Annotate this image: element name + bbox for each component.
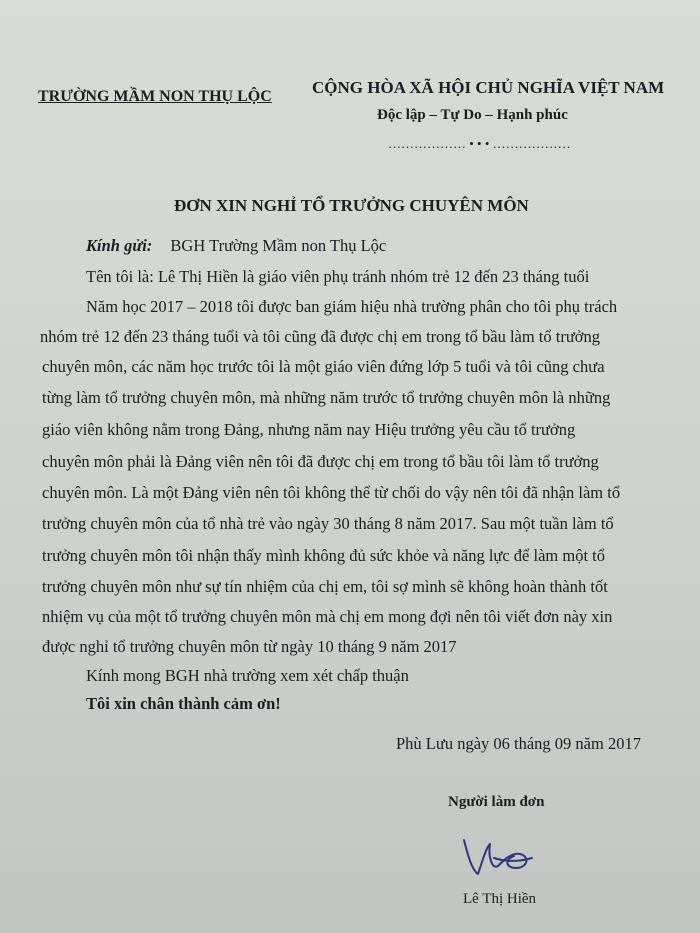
document-title: ĐƠN XIN NGHỈ TỔ TRƯỞNG CHUYÊN MÔN <box>174 196 529 215</box>
body-line: trưởng chuyên môn tôi nhận thấy mình không đủ sức khỏe và năng lực để làm một tổ <box>42 546 605 565</box>
body-line: trưởng chuyên môn như sự tín nhiệm của chị em, tôi sợ mình sẽ không hoàn thành tốt <box>42 577 608 596</box>
body-line: nhóm trẻ 12 đến 23 tháng tuổi và tôi cũng đã được chị em trong tổ bầu làm tổ trưởng <box>40 327 601 346</box>
recipient-line <box>86 236 386 256</box>
body-line: Kính mong BGH nhà trường xem xét chấp thuận <box>86 666 409 685</box>
signer-label: Người làm đơn <box>448 794 545 810</box>
body-line: chuyên môn, các năm học trước tôi là một giáo viên đứng lớp 5 tuổi và tôi cũng chưa <box>42 357 605 376</box>
thanks-line: Tôi xin chân thành cảm ơn! <box>86 694 281 713</box>
body-line: trưởng chuyên môn của tổ nhà trẻ vào ngày 30 tháng 8 năm 2017. Sau một tuần làm tổ <box>42 514 614 533</box>
body-line: từng làm tổ trưởng chuyên môn, mà những năm trước tổ trưởng chuyên môn là những <box>42 388 611 407</box>
date-place: Phù Lưu ngày 06 tháng 09 năm 2017 <box>396 734 641 753</box>
body-line: chuyên môn. Là một Đảng viên nên tôi không thể từ chối do vậy nên tôi đã nhận làm tổ <box>42 483 621 502</box>
signer-name: Lê Thị Hiền <box>463 891 537 907</box>
header-divider: ……………… • • • ……………… <box>388 136 571 151</box>
school-name: TRƯỜNG MẦM NON THỤ LỘC <box>38 88 272 105</box>
national-title: CỘNG HÒA XÃ HỘI CHỦ NGHĨA VIỆT NAM <box>312 78 665 97</box>
recipient-name: BGH Trường Mầm non Thụ Lộc <box>170 236 387 255</box>
body-line: được nghỉ tổ trưởng chuyên môn từ ngày 10 tháng 9 năm 2017 <box>42 637 457 656</box>
recipient-label: Kính gửi: <box>86 236 153 255</box>
body-line: Năm học 2017 – 2018 tôi được ban giám hiệu nhà trường phân cho tôi phụ trách <box>86 297 618 316</box>
body-line: nhiệm vụ của một tổ trưởng chuyên môn mà chị em mong đợi nên tôi viết đơn này xin <box>42 607 613 626</box>
body-line: Tên tôi là: Lê Thị Hiền là giáo viên phụ tránh nhóm trẻ 12 đến 23 tháng tuổi <box>86 267 590 286</box>
handwritten-signature <box>458 826 538 886</box>
body-line: giáo viên không nằm trong Đảng, nhưng năm nay Hiệu trưởng yêu cầu tổ trưởng <box>42 420 576 439</box>
national-motto: Độc lập – Tự Do – Hạnh phúc <box>377 107 568 123</box>
body-line: chuyên môn phải là Đảng viên nên tôi đã được chị em trong tổ bầu tôi làm tổ trưởng <box>42 452 599 471</box>
